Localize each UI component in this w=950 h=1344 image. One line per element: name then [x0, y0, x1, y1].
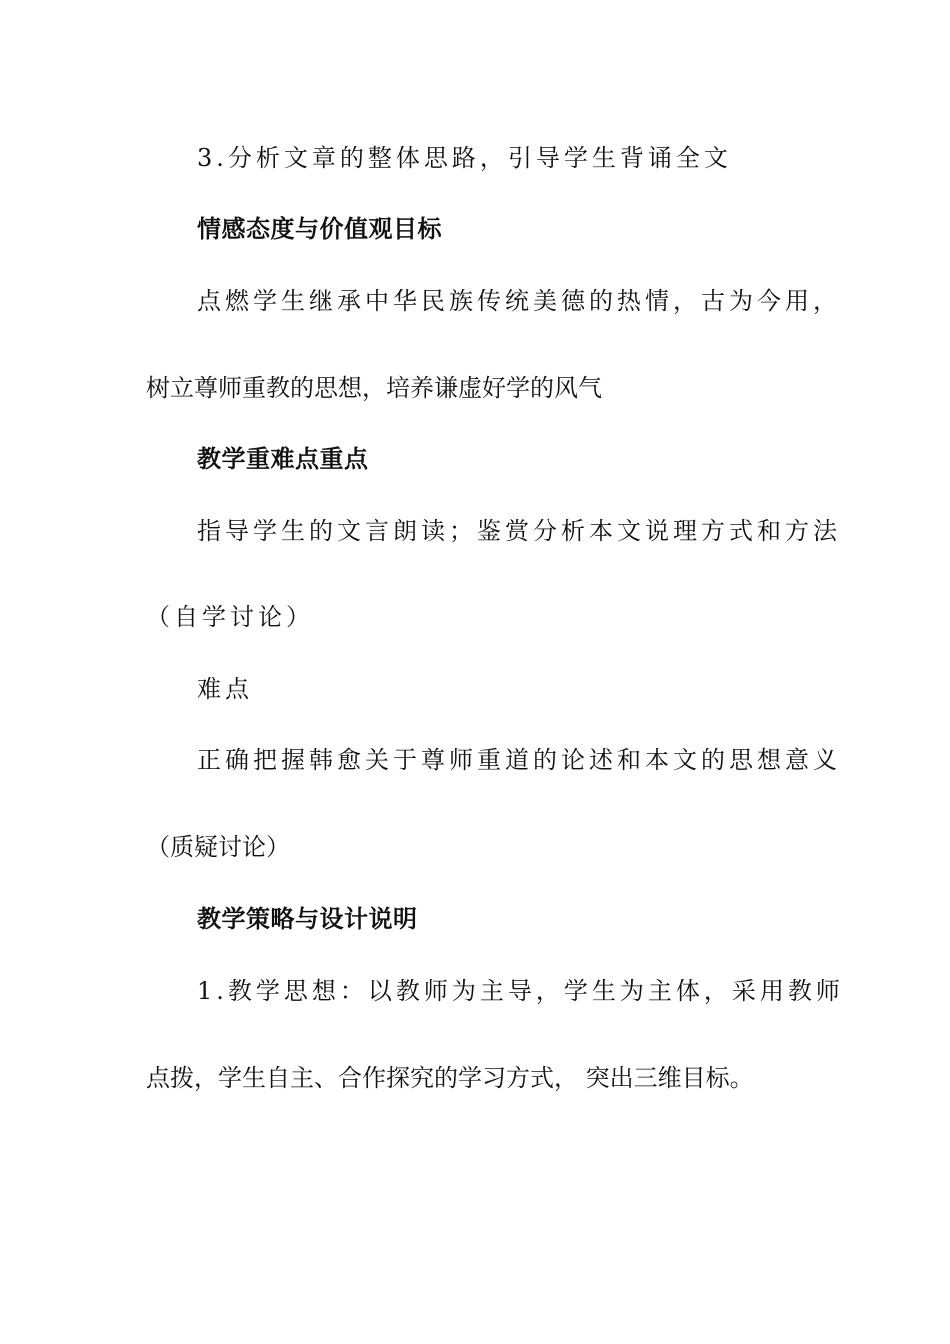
objective-item-3: 3.分析文章的整体思路，引导学生背诵全文 [197, 144, 732, 172]
paragraph-line: 1.教学思想：以教师为主导，学生为主体，采用教师 [197, 977, 844, 1005]
paragraph-line: （自学讨论） [146, 603, 314, 631]
section-heading-strategy: 教学策略与设计说明 [197, 905, 418, 933]
paragraph-line: 点燃学生继承中华民族传统美德的热情，古为今用， [197, 287, 841, 315]
subheading-difficulty: 难点 [197, 675, 253, 703]
section-heading-emotion-goals: 情感态度与价值观目标 [197, 215, 442, 243]
paragraph-line: 树立尊师重教的思想，培养谦虚好学的风气 [146, 374, 602, 402]
section-heading-key-points: 教学重难点重点 [197, 445, 369, 473]
paragraph-line: 指导学生的文言朗读；鉴赏分析本文说理方式和方法 [197, 517, 841, 545]
paragraph-line: 正确把握韩愈关于尊师重道的论述和本文的思想意义 [197, 746, 841, 774]
paragraph-line: （质疑讨论） [146, 833, 290, 861]
paragraph-line: 点拨，学生自主、合作探究的学习方式， 突出三维目标。 [146, 1064, 754, 1092]
